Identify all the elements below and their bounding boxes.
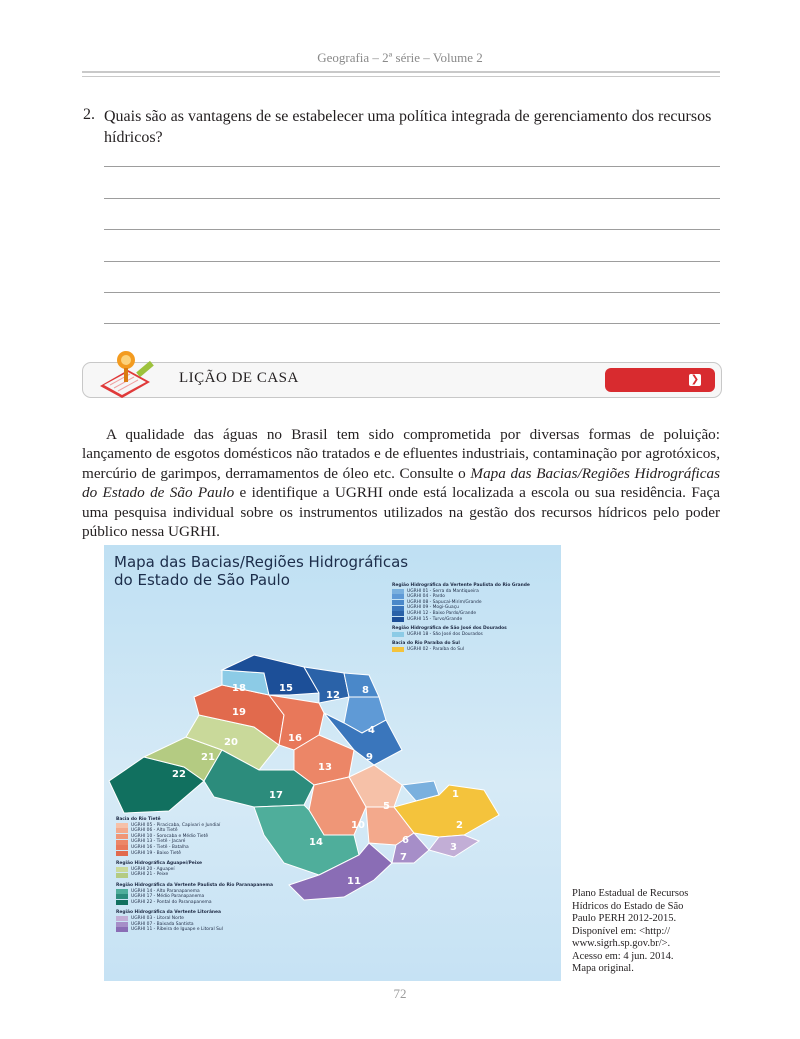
legend-item-label: UGRHI 03 - Litoral Norte bbox=[131, 915, 185, 921]
banner-title: LIÇÃO DE CASA bbox=[179, 370, 299, 386]
region-label: 14 bbox=[309, 837, 323, 848]
region-label: 17 bbox=[269, 790, 283, 801]
answer-line[interactable] bbox=[104, 323, 720, 324]
legend-heading: Bacia do Rio Tietê bbox=[116, 817, 161, 822]
header-rule bbox=[82, 71, 720, 73]
region-label: 19 bbox=[232, 707, 246, 718]
region-label: 11 bbox=[347, 876, 361, 887]
homework-paragraph bbox=[82, 425, 720, 541]
caption-line: Hídricos do Estado de São bbox=[572, 900, 684, 912]
legend-item-label: UGRHI 02 - Paraíba do Sul bbox=[407, 646, 465, 652]
legend-item-label: UGRHI 06 - Alto Tietê bbox=[131, 828, 178, 834]
question-number: 2. bbox=[83, 106, 95, 123]
caption-line: Plano Estadual de Recursos bbox=[572, 888, 689, 899]
legend-item-label: UGRHI 07 - Baixada Santista bbox=[131, 921, 194, 927]
legend-item-label: UGRHI 08 - Sapucaí-Mirim/Grande bbox=[407, 599, 482, 605]
legend-item-label: UGRHI 12 - Baixo Pardo/Grande bbox=[407, 610, 477, 616]
legend-item-label: UGRHI 01 - Serra da Mantiqueira bbox=[407, 588, 479, 594]
answer-line[interactable] bbox=[104, 261, 720, 262]
legend-item-label: UGRHI 17 - Médio Paranapanema bbox=[131, 894, 205, 900]
page-number: 72 bbox=[393, 986, 407, 1001]
region-label: 21 bbox=[201, 752, 215, 763]
question-text: Quais são as vantagens de se estabelecer uma política integrada de gerenciamento dos recursos hídricos? bbox=[104, 108, 712, 146]
caption-line[interactable]: www.sigrh.sp.gov.br/>. bbox=[572, 938, 671, 949]
legend-item-label: UGRHI 16 - Tietê - Batalha bbox=[131, 844, 189, 850]
region-label: 7 bbox=[400, 852, 407, 863]
legend-item-label: UGRHI 13 - Tietê - Jacaré bbox=[131, 839, 186, 845]
homework-icon bbox=[92, 348, 166, 400]
caption-line[interactable]: Disponível em: <http:// bbox=[572, 925, 671, 937]
caption-line: Acesso em: 4 jun. 2014. bbox=[572, 950, 674, 962]
legend-item-label: UGRHI 11 - Ribeira de Iguape e Litoral Sul bbox=[131, 927, 223, 933]
region-label: 6 bbox=[402, 835, 409, 846]
legend-item-label: UGRHI 21 - Peixe bbox=[131, 872, 169, 878]
legend-heading: Bacia do Rio Paraíba do Sul bbox=[392, 641, 460, 647]
region-label: 20 bbox=[224, 737, 238, 748]
paragraph-text-1: A qualidade das águas no Brasil tem sido comprometida por diversas formas de poluição: lançamento de esgotos domésticos não tratados e de efluentes industriais, contaminação por agrotóxicos, mercúrio de garimpos, derramamentos de óleo etc. Consulte o bbox=[82, 426, 720, 482]
legend-item-label: UGRHI 05 - Piracicaba, Capivari e Jundiaí bbox=[131, 822, 221, 828]
map-title-reference: Mapa das Bacias/Regiões Hidrográficas do Estado de São Paulo bbox=[82, 464, 721, 502]
legend-item-label: UGRHI 20 - Aguapeí bbox=[131, 866, 175, 872]
region-label: 5 bbox=[383, 801, 390, 812]
arrow-right-icon: ❯ bbox=[690, 374, 700, 385]
region-label: 4 bbox=[368, 725, 375, 736]
caption-line: Mapa original. bbox=[572, 963, 634, 974]
legend-item-label: UGRHI 14 - Alto Paranapanema bbox=[131, 888, 200, 894]
paragraph-text-2: e identifique a UGRHI onde está localizada a escola ou sua residência. Faça uma pesquisa individual sobre os instrumentos utilizados na gestão dos recursos hídricos pelo poder público nessa UGRHI. bbox=[82, 484, 720, 541]
hydrographic-map bbox=[104, 545, 561, 981]
region-label: 1 bbox=[452, 789, 459, 800]
legend-heading: Região Hidrográfica da Vertente Paulista do Rio Paranapanema bbox=[116, 882, 273, 888]
legend-bottom-left bbox=[116, 817, 286, 933]
legend-item-label: UGRHI 19 - Baixo Tietê bbox=[131, 850, 181, 856]
banner-accent bbox=[605, 368, 715, 392]
map-title-line-2: do Estado de São Paulo bbox=[114, 571, 290, 589]
legend-heading: Região Hidrográfica da Vertente Litorânea bbox=[116, 910, 221, 916]
answer-line[interactable] bbox=[104, 292, 720, 293]
map-caption bbox=[572, 888, 722, 976]
region-label: 15 bbox=[279, 683, 293, 694]
region-label: 8 bbox=[362, 685, 369, 696]
region-label: 16 bbox=[288, 733, 302, 744]
region-label: 12 bbox=[326, 690, 340, 701]
running-header: Geografia – 2ª série – Volume 2 bbox=[317, 50, 483, 65]
legend-item-label: UGRHI 22 - Pontal do Paranapanema bbox=[131, 899, 212, 905]
region-label: 2 bbox=[456, 820, 463, 831]
legend-item-label: UGRHI 18 - São José dos Dourados bbox=[407, 631, 483, 637]
homework-banner bbox=[82, 362, 722, 398]
legend-heading: Região Hidrográfica da Vertente Paulista do Rio Grande bbox=[392, 583, 530, 588]
answer-line[interactable] bbox=[104, 198, 720, 199]
region-label: 18 bbox=[232, 683, 246, 694]
legend-item bbox=[392, 647, 552, 653]
region-label: 3 bbox=[450, 842, 457, 853]
legend-top-right bbox=[392, 583, 552, 653]
region-label: 22 bbox=[172, 769, 186, 780]
map-title-line-1: Mapa das Bacias/Regiões Hidrográficas bbox=[114, 553, 409, 571]
legend-item-label: UGRHI 04 - Pardo bbox=[407, 594, 445, 600]
legend-heading: Região Hidrográfica de São José dos Dourados bbox=[392, 626, 507, 632]
legend-heading: Região Hidrográfica Aguapeí/Peixe bbox=[116, 861, 203, 867]
caption-line: Paulo PERH 2012-2015. bbox=[572, 913, 677, 924]
region-label: 10 bbox=[351, 820, 365, 831]
answer-line[interactable] bbox=[104, 166, 720, 167]
legend-item bbox=[116, 927, 286, 933]
legend-item-label: UGRHI 10 - Sorocaba e Médio Tietê bbox=[131, 833, 209, 839]
legend-item-label: UGRHI 09 - Mogi-Guaçu bbox=[407, 605, 459, 611]
answer-line[interactable] bbox=[104, 229, 720, 230]
region-label: 13 bbox=[318, 762, 332, 773]
region-label: 9 bbox=[366, 752, 373, 763]
legend-item-label: UGRHI 15 - Turvo/Grande bbox=[407, 616, 463, 622]
header-rule-thin bbox=[82, 76, 720, 77]
